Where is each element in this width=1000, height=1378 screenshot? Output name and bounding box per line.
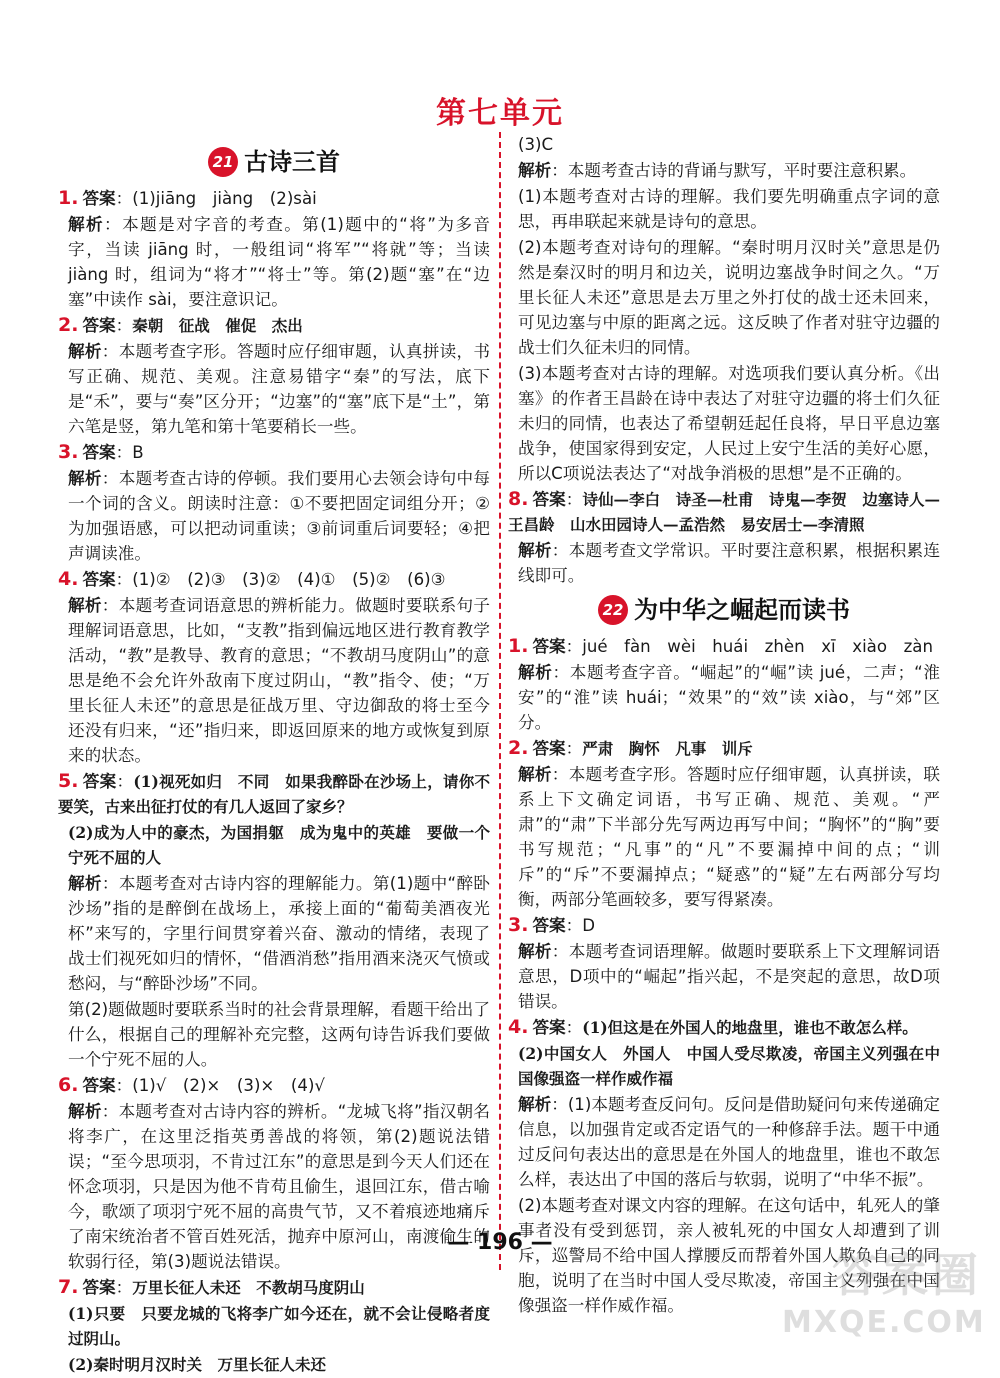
explanation-5: 解析：本题考查对古诗内容的理解能力。第(1)题中“醉卧沙场”指的是醉倒在战场上，承接上面的“葡萄美酒夜光杯”来写的，字里行间贯穿着兴奋、激动的情绪，表现了战士们视死如归的情怀，“借酒消愁”指用酒来浇灭气愤或愁闷，与“醉卧沙场”不同。 bbox=[68, 874, 490, 993]
answer-7-part3: (3)C bbox=[518, 135, 554, 154]
explanation-7: 解析：本题考查古诗的背诵与默写，平时要注意积累。 bbox=[518, 161, 917, 180]
lesson-21-header bbox=[58, 142, 490, 182]
explanation-text: 本题考查字形。答题时应仔细审题，认真拼读，书写正确、规范、美观。注意易错字“秦”的写法，底下是“禾”，要与“奏”区分开；“边塞”的“塞”底下是“土”，第六笔是竖，第九笔和第十笔要稍长一些。 bbox=[68, 342, 491, 436]
answer-text: (1)jiāng jiàng (2)sài bbox=[132, 189, 317, 208]
question-4: 4. 答案：(1)但这是在外国人的地盘里，谁也不敢怎么样。 bbox=[508, 1016, 918, 1038]
answer-label: 答案 bbox=[82, 772, 117, 791]
answer-text: (1)但这是在外国人的地盘里，谁也不敢怎么样。 bbox=[582, 1018, 918, 1037]
question-number: 4. bbox=[508, 1016, 529, 1038]
left-column bbox=[58, 140, 490, 1378]
answer-text: 诗仙—李白 诗圣—杜甫 诗鬼—李贺 边塞诗人—王昌龄 山水田园诗人—孟浩然 易安居士—李清照 bbox=[508, 490, 941, 534]
question-number: 5. bbox=[58, 770, 79, 792]
question-number: 6. bbox=[58, 1074, 79, 1096]
explanation-label: 解析 bbox=[518, 161, 552, 180]
explanation-label: 解析 bbox=[68, 1102, 102, 1121]
explanation-3: 解析：本题考查古诗的停顿。我们要用心去领会诗句中每一个词的含义。朗读时注意：①不要把固定词组分开；②为加强语感，可以把动词重读；③前词重后词要轻；④把声调读准。 bbox=[68, 469, 491, 563]
answer-label: 答案 bbox=[532, 739, 566, 758]
question-number: 1. bbox=[58, 187, 79, 209]
explanation-4: 解析：(1)本题考查反问句。反问是借助疑问句来传递确定信息，以加强肯定或否定语气的一种修辞手法。题干中通过反问句表达出的意思是在外国人的地盘里，谁也不敢怎么样，表达出了中国的落后与软弱，说明了“中华不振”。 bbox=[518, 1095, 941, 1189]
explanation-4: 解析：本题考查词语意思的辨析能力。做题时要联系句子理解词语意思，比如，“支教”指到偏远地区进行教育教学活动，“教”是教导、教育的意思；“不教胡马度阴山”的意思是绝不会允许外敌南下度过阴山，“教”指令、使；“万里长征人未还”的意思是征战万里、守边御敌的将士至今还没有归来，“还”指归来，即返回原来的地方或恢复到原来的状态。 bbox=[68, 596, 491, 765]
explanation-2: 解析：本题考查字形。答题时应仔细审题，认真拼读，联系上下文确定词语，书写正确、规范、美观。“严肃”的“肃”下半部分先写两边再写中间；“胸怀”的“胸”要书写规范；“凡事”的“凡”不要漏掉中间的点；“训斥”的“斥”不要漏掉点；“疑惑”的“疑”左右两部分写均衡，两部分笔画较多，要写得紧凑。 bbox=[518, 765, 941, 909]
answer-label: 答案 bbox=[532, 490, 566, 509]
page-number: — 196 — bbox=[447, 1230, 553, 1255]
question-5: 5. 答案：(1)视死如归 不同 如果我醉卧在沙场上，请你不要笑，古来出征打仗的有几人返回了家乡？ bbox=[58, 770, 491, 816]
explanation-6: 解析：本题考查对古诗内容的辨析。“龙城飞将”指汉朝名将李广，在这里泛指英勇善战的将领，第(2)题说法错误；“至今思项羽，不肯过江东”的意思是到今天人们还在怀念项羽，只是因为他不肯苟且偷生，退回江东，借古喻今，歌颂了项羽宁死不屈的高贵气节，又不着痕迹地痛斥了南宋统治者不管百姓死活，抛弃中原河山，南渡偷生的软弱行径，第(3)题说法错误。 bbox=[68, 1102, 491, 1271]
answer-text: jué fàn wèi huái zhèn xī xiào zàn bbox=[582, 637, 933, 656]
question-2: 2. 答案：严肃 胸怀 凡事 训斥 bbox=[508, 737, 753, 759]
explanation-label: 解析 bbox=[68, 596, 102, 615]
answer-text: 严肃 胸怀 凡事 训斥 bbox=[582, 739, 753, 758]
answer-text: 秦朝 征战 催促 杰出 bbox=[132, 316, 303, 335]
explanation-text: 本题考查字音。“崛起”的“崛”读 jué，二声；“淮安”的“淮”读 huái；“效果”的“效”读 xiào，与“郊”区分。 bbox=[518, 663, 941, 732]
answer-7-part1: (1)只要 只要龙城的飞将李广如今还在，就不会让侵略者度过阴山。 bbox=[68, 1304, 490, 1348]
lesson-number-badge: 21 bbox=[208, 147, 238, 177]
answer-label: 答案 bbox=[82, 1278, 116, 1297]
question-8: 8. 答案：诗仙—李白 诗圣—杜甫 诗鬼—李贺 边塞诗人—王昌龄 山水田园诗人—孟浩然 易安居士—李清照 bbox=[508, 488, 941, 534]
answer-label: 答案 bbox=[532, 637, 566, 656]
explanation-label: 解析 bbox=[518, 541, 552, 560]
explanation-3: 解析：本题考查词语理解。做题时要联系上下文理解词语意思，D项中的“崛起”指兴起，不是突起的意思，故D项错误。 bbox=[518, 942, 941, 1011]
explanation-text: 本题考查词语意思的辨析能力。做题时要联系句子理解词语意思，比如，“支教”指到偏远地区进行教育教学活动，“教”是教导、教育的意思；“不教胡马度阴山”的意思是绝不会允许外敌南下度过阴山，“教”指令、使；“万里长征人未还”的意思是征战万里、守边御敌的将士至今还没有归来，“还”指归来，即返回原来的地方或恢复到原来的状态。 bbox=[68, 596, 491, 765]
question-number: 1. bbox=[508, 635, 529, 657]
lesson-title: 为中华之崛起而读书 bbox=[634, 595, 850, 624]
explanation-7-p2: (2)本题考查对诗句的理解。“秦时明月汉时关”意思是仍然是秦汉时的明月和边关，说明边塞战争时间之久。“万里长征人未还”意思是去万里之外打仗的战士还未回来，可见边塞与中原的距离之远。这反映了作者对驻守边疆的战士们久征未归的同情。 bbox=[518, 238, 940, 357]
answer-text: D bbox=[582, 916, 596, 935]
answer-label: 答案 bbox=[82, 1076, 116, 1095]
explanation-2: 解析：本题考查字形。答题时应仔细审题，认真拼读，书写正确、规范、美观。注意易错字“秦”的写法，底下是“禾”，要与“奏”区分开；“边塞”的“塞”底下是“土”，第六笔是竖，第九笔和第十笔要稍长一些。 bbox=[68, 342, 491, 436]
answer-label: 答案 bbox=[532, 916, 566, 935]
question-1: 1. 答案：(1)jiāng jiàng (2)sài bbox=[58, 187, 317, 209]
answer-label: 答案 bbox=[532, 1018, 566, 1037]
question-number: 8. bbox=[508, 488, 529, 510]
question-3: 3. 答案：D bbox=[508, 914, 596, 936]
explanation-text: (1)本题考查反问句。反问是借助疑问句来传递确定信息，以加强肯定或否定语气的一种修辞手法。题干中通过反问句表达出的意思是在外国人的地盘里，谁也不敢怎么样，表达出了中国的落后与软弱，说明了“中华不振”。 bbox=[518, 1095, 941, 1189]
explanation-label: 解析 bbox=[68, 342, 102, 361]
question-3: 3. 答案：B bbox=[58, 441, 144, 463]
explanation-8: 解析：本题考查文学常识。平时要注意积累，根据积累连线即可。 bbox=[518, 541, 941, 585]
question-number: 3. bbox=[58, 441, 79, 463]
answer-label: 答案 bbox=[82, 570, 116, 589]
explanation-label: 解析 bbox=[68, 874, 102, 893]
explanation-label: 解析 bbox=[518, 663, 553, 682]
explanation-5-part2: 第(2)题做题时要联系当时的社会背景理解，看题干给出了什么，根据自己的理解补充完整，这两句诗告诉我们要做一个宁死不屈的人。 bbox=[68, 1000, 490, 1069]
explanation-4-part2: (2)本题考查对课文内容的理解。在这句话中，轧死人的肇事者没有受到惩罚，亲人被轧死的中国女人却遭到了训斥，巡警局不给中国人撑腰反而帮着外国人欺负自己的同胞，说明了在当时中国人受尽欺凌，帝国主义列强在中国像强盗一样作威作福。 bbox=[518, 1196, 940, 1315]
question-4: 4. 答案：(1)② (2)③ (3)② (4)① (5)② (6)③ bbox=[58, 568, 446, 590]
explanation-text: 本题是对字音的考查。第(1)题中的“将”为多音字，当读 jiāng 时，一般组词“将军”“将就”等；当读 jiàng 时，组词为“将才”“将士”等。第(2)题“塞”在“边塞”中读作 sài，要注意识记。 bbox=[68, 215, 491, 309]
explanation-text: 本题考查对古诗内容的辨析。“龙城飞将”指汉朝名将李广，在这里泛指英勇善战的将领，第(2)题说法错误；“至今思项羽，不肯过江东”的意思是到今天人们还在怀念项羽，只是因为他不肯苟且偷生，退回江东，借古喻今，歌颂了项羽宁死不屈的高贵气节，又不着痕迹地痛斥了南宋统治者不管百姓死活，抛弃中原河山，南渡偷生的软弱行径，第(3)题说法错误。 bbox=[68, 1102, 491, 1271]
explanation-text: 本题考查词语理解。做题时要联系上下文理解词语意思，D项中的“崛起”指兴起，不是突起的意思，故D项错误。 bbox=[518, 942, 941, 1011]
question-number: 4. bbox=[58, 568, 79, 590]
right-column bbox=[508, 132, 940, 1319]
explanation-label: 解析 bbox=[518, 765, 552, 784]
watermark-logo bbox=[782, 1239, 986, 1347]
answer-label: 答案 bbox=[82, 316, 116, 335]
question-1: 1. 答案：jué fàn wèi huái zhèn xī xiào zàn bbox=[508, 635, 933, 657]
explanation-7-p3: (3)本题考查对古诗的理解。对选项我们要认真分析。《出塞》的作者王昌龄在诗中表达了对驻守边疆的将士们久征未归的同情，也表达了希望朝廷起任良将，早日平息边塞战争，使国家得到安定，人民过上安宁生活的美好心愿，所以C项说法表达了“对战争消极的思想”是不正确的。 bbox=[518, 364, 940, 483]
explanation-text: 本题考查古诗的停顿。我们要用心去领会诗句中每一个词的含义。朗读时注意：①不要把固定词组分开；②为加强语感，可以把动词重读；③前词重后词要轻；④把声调读准。 bbox=[68, 469, 491, 563]
explanation-text: 本题考查古诗的背诵与默写，平时要注意积累。 bbox=[567, 161, 917, 180]
explanation-label: 解析 bbox=[518, 1095, 552, 1114]
answer-text: (1)视死如归 不同 如果我醉卧在沙场上，请你不要笑，古来出征打仗的有几人返回了家乡？ bbox=[58, 772, 491, 816]
question-number: 3. bbox=[508, 914, 529, 936]
lesson-number-badge: 22 bbox=[598, 595, 628, 625]
question-number: 2. bbox=[58, 314, 79, 336]
watermark-text-zh: 答案圈 bbox=[832, 1248, 982, 1302]
question-6: 6. 答案：(1)√ (2)× (3)× (4)√ bbox=[58, 1074, 325, 1096]
question-number: 2. bbox=[508, 737, 529, 759]
question-number: 7. bbox=[58, 1276, 79, 1298]
answer-4-part2: (2)中国女人 外国人 中国人受尽欺凌，帝国主义列强在中国像强盗一样作威作福 bbox=[518, 1044, 940, 1088]
answer-label: 答案 bbox=[82, 189, 116, 208]
lesson-title: 古诗三首 bbox=[244, 147, 340, 176]
answer-label: 答案 bbox=[82, 443, 116, 462]
answer-text: (1)√ (2)× (3)× (4)√ bbox=[132, 1076, 325, 1095]
question-7: 7. 答案：万里长征人未还 不教胡马度阴山 bbox=[58, 1276, 365, 1298]
unit-title: 第七单元 bbox=[436, 96, 564, 131]
explanation-label: 解析 bbox=[68, 469, 102, 488]
column-divider bbox=[499, 132, 501, 1270]
explanation-1: 解析：本题考查字音。“崛起”的“崛”读 jué，二声；“淮安”的“淮”读 huái；“效果”的“效”读 xiào，与“郊”区分。 bbox=[518, 663, 941, 732]
answer-text: 万里长征人未还 不教胡马度阴山 bbox=[132, 1278, 365, 1297]
lesson-22-header bbox=[508, 590, 940, 630]
explanation-text: 本题考查对古诗内容的理解能力。第(1)题中“醉卧沙场”指的是醉倒在战场上，承接上面的“葡萄美酒夜光杯”来写的，字里行间贯穿着兴奋、激动的情绪，表现了战士们视死如归的情怀，“借酒消愁”指用酒来浇灭气愤或愁闷，与“醉卧沙场”不同。 bbox=[68, 874, 490, 993]
explanation-1: 解析：本题是对字音的考查。第(1)题中的“将”为多音字，当读 jiāng 时，一般组词“将军”“将就”等；当读 jiàng 时，组词为“将才”“将士”等。第(2)题“塞”在“边塞”中读作 sài，要注意识记。 bbox=[68, 215, 491, 309]
explanation-7-p1: (1)本题考查对古诗的理解。我们要先明确重点字词的意思，再串联起来就是诗句的意思。 bbox=[518, 187, 940, 231]
question-2: 2. 答案：秦朝 征战 催促 杰出 bbox=[58, 314, 303, 336]
answer-text: B bbox=[132, 443, 144, 462]
watermark-text-en: MXQE.COM bbox=[782, 1305, 986, 1340]
answer-text: (1)② (2)③ (3)② (4)① (5)② (6)③ bbox=[132, 570, 446, 589]
explanation-label: 解析 bbox=[518, 942, 552, 961]
explanation-text: 本题考查字形。答题时应仔细审题，认真拼读，联系上下文确定词语，书写正确、规范、美观。“严肃”的“肃”下半部分先写两边再写中间；“胸怀”的“胸”要书写规范；“凡事”的“凡”不要漏掉中间的点；“训斥”的“斥”不要漏掉点；“疑惑”的“疑”左右两部分写均衡，两部分笔画较多，要写得紧凑。 bbox=[518, 765, 941, 909]
explanation-label: 解析 bbox=[68, 215, 105, 234]
answer-5-part2: (2)成为人中的豪杰，为国捐躯 成为鬼中的英雄 要做一个宁死不屈的人 bbox=[68, 823, 490, 867]
answer-7-part2: (2)秦时明月汉时关 万里长征人未还 bbox=[68, 1355, 326, 1374]
explanation-text: 本题考查文学常识。平时要注意积累，根据积累连线即可。 bbox=[518, 541, 941, 585]
